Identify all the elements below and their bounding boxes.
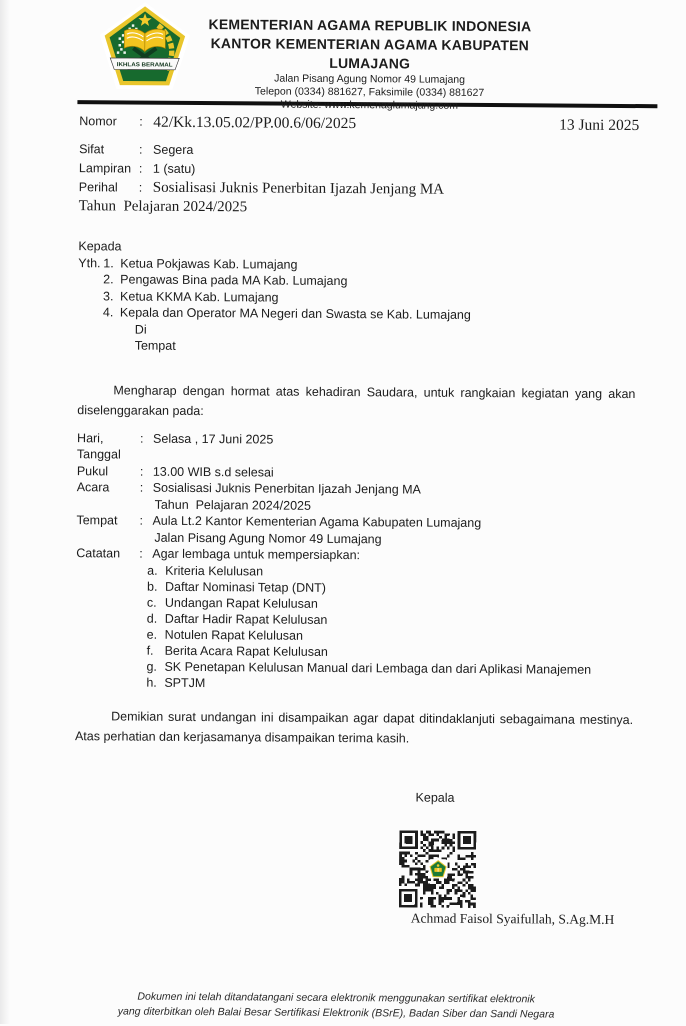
colon: : (139, 513, 144, 528)
preparation-checklist (146, 562, 642, 693)
letterhead (0, 0, 686, 112)
event-details (76, 430, 643, 566)
detail-value-line2: Tahun Pelajaran 2024/2025 (154, 497, 312, 513)
sifat-label: Sifat (79, 142, 105, 157)
recipient-number: 4. (102, 305, 114, 320)
office-phone: Telepon (0334) 881627, Faksimile (0334) 881627 (254, 85, 485, 100)
di-label: Di (134, 322, 147, 337)
item-letter: g. (146, 659, 157, 674)
recipient-number: 3. (103, 288, 114, 303)
electronic-signature-disclaimer (0, 989, 679, 1023)
item-text: Notulen Rapat Kelulusan (164, 627, 304, 643)
lampiran-label: Lampiran (78, 161, 132, 176)
recipient-text: Ketua Pokjawas Kab. Lumajang (120, 255, 298, 272)
detail-value: Agar lembaga untuk mempersiapkan: (152, 546, 361, 563)
closing-paragraph: Demikian surat undangan ini disampaikan agar dapat ditindaklanjuti sebagaimana mestinya. Atas perhatian dan kerjasamanya disampaikan terima kasih. (74, 708, 634, 746)
recipient-text: Ketua KKMA Kab. Lumajang (120, 288, 279, 305)
detail-label: Catatan (76, 546, 121, 561)
item-text: Kriteria Kelulusan (165, 563, 264, 578)
colon: : (140, 431, 144, 446)
detail-label: Acara (76, 480, 110, 495)
ministry-name: KEMENTERIAN AGAMA REPUBLIK INDONESIA (208, 16, 532, 35)
detail-value: Selasa , 17 Juni 2025 (153, 431, 274, 447)
colon: : (139, 142, 143, 157)
yth-label: Yth. (78, 255, 101, 270)
perihal-line2: Tahun Pelajaran 2024/2025 (78, 198, 248, 216)
opening-paragraph: Mengharap dengan hormat atas kehadiran Saudara, untuk rangkaian kegiatan yang akan diselenggarakan pada: (77, 382, 636, 419)
item-letter: h. (146, 675, 157, 690)
meta-secondary (79, 140, 640, 220)
recipients-block (78, 238, 639, 357)
detail-label: Pukul (76, 463, 109, 478)
detail-value: 13.00 WIB s.d selesai (152, 464, 274, 480)
disclaimer-line1: Dokumen ini telah ditandatangani secara elektronik menggunakan sertifikat elektronik (137, 990, 535, 1006)
signature-block (0, 786, 681, 941)
sifat-value: Segera (153, 142, 194, 157)
disclaimer-line2: yang diterbitkan oleh Balai Besar Sertifikasi Elektronik (BSrE), Badan Siber dan Sandi Negara (117, 1004, 555, 1021)
logo-banner-text: IKHLAS BERAMAL (116, 62, 169, 69)
nomor-value: 42/Kk.13.05.02/PP.00.6/06/2025 (153, 113, 357, 133)
qr-center-logo-icon (428, 859, 448, 879)
item-letter: b. (146, 579, 158, 594)
lampiran-value: 1 (satu) (152, 161, 196, 176)
item-text: Undangan Rapat Kelulusan (164, 595, 318, 611)
colon: : (138, 180, 143, 195)
recipient-text: Kepala dan Operator MA Negeri dan Swasta se Kab. Lumajang (119, 305, 471, 322)
colon: : (138, 161, 143, 176)
meta-row-nomor (79, 112, 639, 135)
perihal-label: Perihal (78, 180, 118, 195)
letter-meta (79, 112, 640, 220)
detail-label: Hari, Tanggal (76, 430, 121, 462)
office-address: Jalan Pisang Agung Nomor 49 Lumajang (274, 72, 466, 86)
item-letter: e. (146, 627, 158, 642)
letterhead-text (169, 15, 570, 114)
kemenag-logo-icon (94, 0, 195, 93)
item-letter: f. (146, 643, 154, 658)
detail-value-line2: Jalan Pisang Agung Nomor 49 Lumajang (154, 530, 382, 546)
item-text: Daftar Nominasi Tetap (DNT) (164, 579, 327, 595)
detail-value: Sosialisasi Juknis Penerbitan Ijazah Jenjang MA (152, 480, 421, 497)
colon: : (139, 546, 143, 561)
letter-date: 13 Juni 2025 (559, 116, 640, 135)
signer-title: Kepala (415, 790, 455, 805)
detail-value: Aula Lt.2 Kantor Kementerian Agama Kabupaten Lumajang (152, 513, 482, 530)
signer-name: Achmad Faisol Syaifullah, S.Ag.M.H (410, 910, 615, 927)
kepada-label: Kepada (78, 239, 122, 254)
qr-signature (399, 830, 477, 908)
item-text: SK Penetapan Kelulusan Manual dari Lembaga dan dari Aplikasi Manajemen (164, 659, 592, 677)
checklist-item (146, 658, 641, 677)
tempat-label: Tempat (134, 338, 176, 353)
item-text: Daftar Hadir Rapat Kelulusan (164, 611, 328, 627)
item-letter: a. (147, 563, 158, 578)
office-website: Website: www.kemenaglumajang.com (280, 98, 459, 112)
item-text: SPTJM (164, 675, 206, 690)
recipient-text: Pengawas Bina pada MA Kab. Lumajang (120, 272, 348, 289)
item-letter: c. (146, 595, 157, 610)
office-name: KANTOR KEMENTERIAN AGAMA KABUPATEN LUMAJANG (210, 35, 530, 72)
recipient-number: 1. (103, 255, 114, 270)
nomor-label: Nomor (79, 114, 117, 129)
item-text: Berita Acara Rapat Kelulusan (164, 643, 328, 659)
colon: : (139, 114, 143, 129)
recipient-number: 2. (103, 272, 114, 287)
colon: : (139, 464, 144, 479)
perihal-value: Sosialisasi Juknis Penerbitan Ijazah Jenjang MA (152, 179, 445, 198)
colon: : (139, 480, 144, 495)
detail-label: Tempat (76, 513, 118, 528)
detail-row (77, 430, 643, 467)
item-letter: d. (146, 611, 158, 626)
